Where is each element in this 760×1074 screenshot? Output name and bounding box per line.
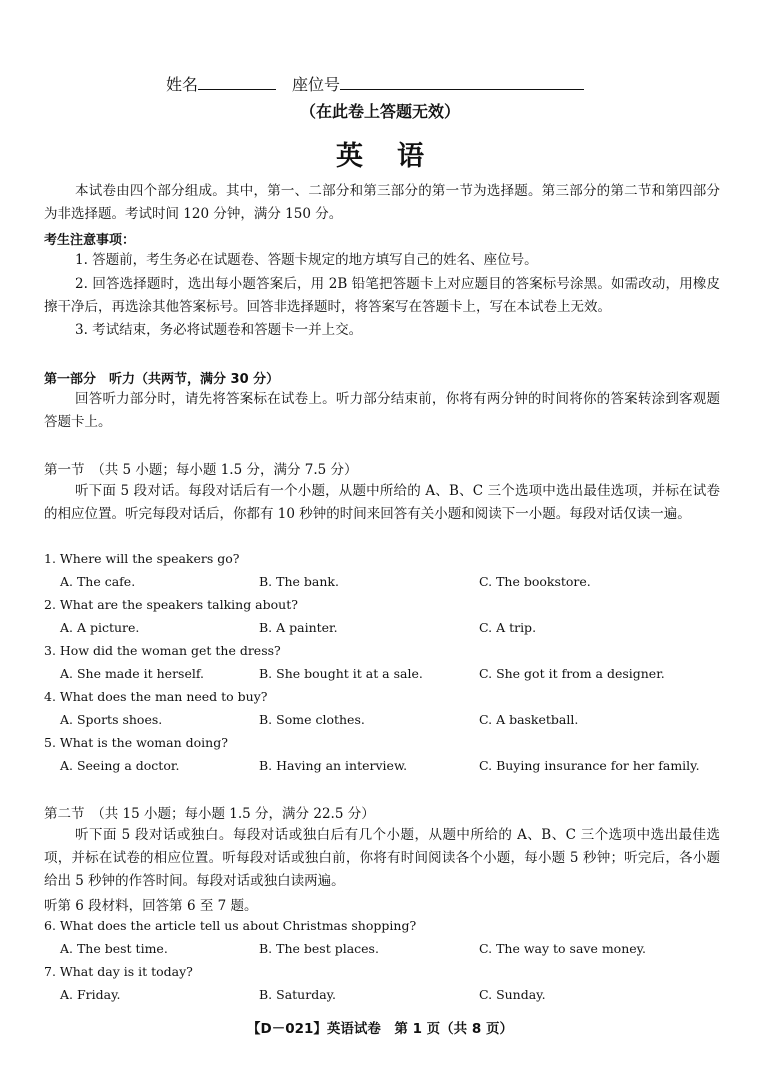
name-blank (198, 74, 276, 90)
q5-option-a: A. Seeing a doctor. (60, 758, 180, 773)
q2-option-b: B. A painter. (259, 620, 338, 635)
q7-option-c: C. Sunday. (479, 987, 546, 1002)
notice-item-3: 3. 考试结束，务必将试题卷和答题卡一并上交。 (75, 322, 363, 338)
notice-item-2: 2. 回答选择题时，选出每小题答案后，用 2B 铅笔把答题卡上对应题目的答案标号涂黑。如需改动，用橡皮擦干净后，再选涂其他答案标号。回答非选择题时，将答案写在答题卡上，写在本试卷上无效。 (44, 276, 720, 316)
name-label: 姓名 (166, 75, 199, 94)
q6-option-c: C. The way to save money. (479, 941, 647, 956)
seat-label: 座位号 (292, 75, 341, 94)
q7-option-b: B. Saturday. (259, 987, 337, 1002)
q1-option-c: C. The bookstore. (479, 574, 591, 589)
question-2: 2. What are the speakers talking about? (44, 597, 298, 612)
q6-option-b: B. The best places. (259, 941, 379, 956)
question-5: 5. What is the woman doing? (44, 735, 228, 750)
q3-option-b: B. She bought it at a sale. (259, 666, 423, 681)
q4-option-b: B. Some clothes. (259, 712, 365, 727)
q5-option-b: B. Having an interview. (259, 758, 408, 773)
notice-item-1: 1. 答题前，考生务必在试题卷、答题卡规定的地方填写自己的姓名、座位号。 (75, 252, 538, 268)
page-footer: 【D－021】英语试卷 第 1 页（共 8 页） (247, 1021, 513, 1037)
q4-option-c: C. A basketball. (479, 712, 579, 727)
invalid-note: （在此卷上答题无效） (299, 102, 460, 121)
section2-description: 听下面 5 段对话或独白。每段对话或独白后有几个小题，从题中所给的 A、B、C 三个选项中选出最佳选项，并标在试卷的相应位置。听每段对话或独白前，你将有时间阅读各个小题，每小题 5 秒钟；听完后，各小题给出 5 秒钟的作答时间。每段对话或独白读两遍。 (44, 827, 720, 890)
q5-option-c: C. Buying insurance for her family. (479, 758, 700, 773)
intro-paragraph: 本试卷由四个部分组成。其中，第一、二部分和第三部分的第一节为选择题。第三部分的第二节和第四部分为非选择题。考试时间 120 分钟，满分 150 分。 (44, 183, 720, 223)
q2-option-c: C. A trip. (479, 620, 537, 635)
q2-option-a: A. A picture. (60, 620, 140, 635)
question-4: 4. What does the man need to buy? (44, 689, 268, 704)
part1-description: 回答听力部分时，请先将答案标在试卷上。听力部分结束前，你将有两分钟的时间将你的答案转涂到客观题答题卡上。 (44, 391, 720, 431)
q4-option-a: A. Sports shoes. (60, 712, 163, 727)
q7-option-a: A. Friday. (60, 987, 121, 1002)
q3-option-a: A. She made it herself. (60, 666, 205, 681)
name-seat-line (166, 72, 584, 95)
q6-option-a: A. The best time. (60, 941, 168, 956)
seat-blank (340, 74, 584, 90)
question-1: 1. Where will the speakers go? (44, 551, 240, 566)
q1-option-b: B. The bank. (259, 574, 339, 589)
notice-heading: 考生注意事项： (44, 233, 136, 248)
section1-heading: 第一节 （共 5 小题；每小题 1.5 分，满分 7.5 分） (44, 462, 358, 478)
q1-option-a: A. The cafe. (60, 574, 136, 589)
section2-heading: 第二节 （共 15 小题；每小题 1.5 分，满分 22.5 分） (44, 806, 375, 822)
material-instruction: 听第 6 段材料，回答第 6 至 7 题。 (44, 898, 258, 914)
question-3: 3. How did the woman get the dress? (44, 643, 281, 658)
q3-option-c: C. She got it from a designer. (479, 666, 665, 681)
section1-description: 听下面 5 段对话。每段对话后有一个小题，从题中所给的 A、B、C 三个选项中选出最佳选项，并标在试卷的相应位置。听完每段对话后，你都有 10 秒钟的时间来回答有关小题和阅读下一小题。每段对话仅读一遍。 (44, 483, 720, 523)
page-title: 英语 (336, 141, 458, 172)
question-7: 7. What day is it today? (44, 964, 193, 979)
part1-heading: 第一部分 听力（共两节，满分 30 分） (44, 372, 280, 387)
question-6: 6. What does the article tell us about Christmas shopping? (44, 918, 417, 933)
